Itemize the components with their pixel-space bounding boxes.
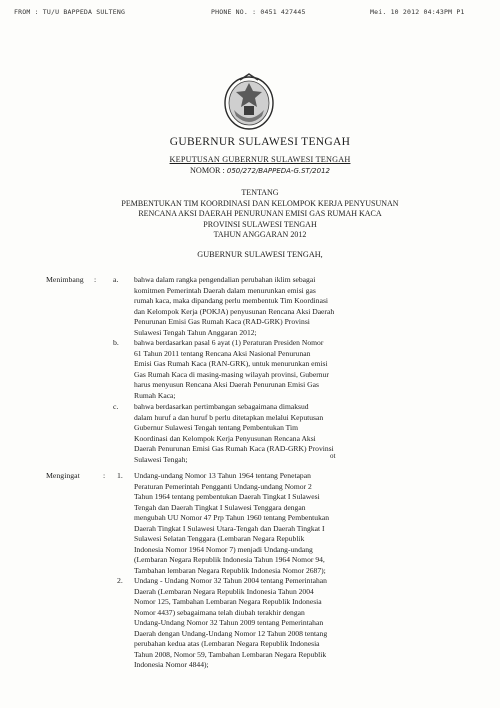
mengingat-label: Mengingat bbox=[46, 471, 80, 480]
fax-phone-number: PHONE NO. : 0451 427445 bbox=[211, 8, 306, 16]
text-line: Nomor 125, Tambahan Lembaran Negara Republik Indonesia bbox=[134, 597, 322, 606]
menimbang-colon: : bbox=[94, 275, 97, 284]
menimbang-item-c bbox=[134, 402, 416, 465]
text-line: rumah kaca, maka dipandang perlu membentuk Tim Koordinasi bbox=[134, 296, 329, 305]
tentang-heading: TENTANG bbox=[241, 188, 279, 197]
text-line: Undang-undang Nomor 13 Tahun 1964 tentang Penetapan bbox=[134, 471, 311, 480]
mengingat-item-1 bbox=[134, 471, 416, 576]
text-line: 61 Tahun 2011 tentang Rencana Aksi Nasional Penurunan bbox=[134, 348, 311, 358]
text-line: Indonesia Nomor 4844); bbox=[134, 660, 209, 669]
fax-sender: FROM : TU/U BAPPEDA SULTENG bbox=[14, 8, 126, 16]
text-line: Sulawesi Tengah Tahun Anggaran 2012; bbox=[134, 327, 257, 337]
menimbang-item-letter: a. bbox=[113, 275, 119, 284]
text-line: Daerah Tingkat I Sulawesi Utara-Tengah dan Daerah Tingkat I bbox=[134, 523, 325, 533]
mengingat-item-2 bbox=[134, 576, 416, 671]
text-line: Koordinasi dan Kelompok Kerja Penyusunan Rencana Aksi bbox=[134, 433, 316, 443]
text-line: dan Kelompok Kerja (POKJA) penyusunan Rencana Aksi Daerah bbox=[134, 306, 335, 316]
menimbang-item-b bbox=[134, 338, 416, 401]
text-line: Nomor 4437) sebagaimana telah diubah terakhir dengan bbox=[134, 607, 305, 617]
subject-line: TAHUN ANGGARAN 2012 bbox=[213, 229, 307, 239]
text-line: bahwa berdasarkan pertimbangan sebagaimana dimaksud bbox=[134, 402, 309, 411]
decree-subject bbox=[60, 199, 460, 240]
menimbang-item-a bbox=[134, 275, 416, 338]
governor-heading: GUBERNUR SULAWESI TENGAH bbox=[169, 136, 351, 148]
decree-title: KEPUTUSAN GUBERNUR SULAWESI TENGAH bbox=[169, 155, 351, 164]
fax-header bbox=[0, 6, 500, 20]
mengingat-item-number: 2. bbox=[117, 576, 123, 585]
text-line: bahwa dalam rangka pengendalian perubahan iklim sebagai bbox=[134, 275, 316, 284]
text-line: Peraturan Pemerintah Pengganti Undang-undang Nomor 2 bbox=[134, 481, 312, 491]
mengingat-item-number: 1. bbox=[117, 471, 123, 480]
text-line: Tengah dan Daerah Tingkat I Sulawesi Tenggara dengan bbox=[134, 502, 306, 512]
text-line: Penurunan Emisi Gas Rumah Kaca (RAD-GRK) Provinsi bbox=[134, 317, 310, 326]
text-line: Sulawesi Tengah; bbox=[134, 454, 188, 464]
text-line: Gas Rumah Kaca di masing-masing wilayah provinsi, Gubernur bbox=[134, 369, 329, 379]
subject-line: RENCANA AKSI DAERAH PENURUNAN EMISI GAS RUMAH KACA bbox=[138, 209, 382, 219]
text-line: Daerah (Lembaran Negara Republik Indonesia Tahun 2004 bbox=[134, 586, 314, 596]
text-line: harus menyusun Rencana Aksi Daerah Penurunan Emisi Gas bbox=[134, 380, 319, 389]
text-line: Tahun 2008, Nomor 59, Tambahan Lembaran Negara Republik bbox=[134, 649, 327, 659]
text-line: Tambahan lembaran Negara Republik Indonesia Nomor 2687); bbox=[134, 565, 326, 575]
menimbang-item-letter: c. bbox=[113, 402, 119, 411]
menimbang-label: Menimbang bbox=[46, 275, 84, 284]
text-line: Undang-Undang Nomor 32 Tahun 2009 tentang Pemerintahan bbox=[134, 618, 324, 627]
margin-mark: ot bbox=[330, 452, 336, 460]
text-line: komitmen Pemerintah Daerah dalam menurunkan emisi gas bbox=[134, 285, 316, 295]
fax-timestamp: Mei. 10 2012 04:43PM P1 bbox=[370, 8, 465, 16]
text-line: mengubah UU Nomor 47 Prp Tahun 1960 tentang Pembentukan bbox=[134, 513, 330, 522]
text-line: Tahun 1964 tentang pembentukan Daerah Tingkat I Sulawesi bbox=[134, 492, 320, 501]
decree-number bbox=[60, 166, 460, 175]
text-line: Sulawesi Selatan Tenggara (Lembaran Negara Republik bbox=[134, 534, 305, 543]
text-line: Gubernur Sulawesi Tengah tentang Pembentukan Tim bbox=[134, 423, 299, 432]
subject-line: PEMBENTUKAN TIM KOORDINASI DAN KELOMPOK KERJA PENYUSUNAN bbox=[121, 199, 399, 208]
decree-number-prefix: NOMOR : bbox=[190, 166, 225, 175]
text-line: perubahan kedua atas (Lembaran Negara Republik Indonesia bbox=[134, 639, 320, 648]
text-line: (Lembaran Negara Republik Indonesia Tahun 1964 Nomor 94, bbox=[134, 555, 325, 564]
text-line: Daerah dengan Undang-Undang Nomor 12 Tahun 2008 tentang bbox=[134, 628, 328, 638]
text-line: Emisi Gas Rumah Kaca (RAN-GRK), untuk menurunkan emisi bbox=[134, 359, 328, 368]
mengingat-colon: : bbox=[103, 471, 106, 480]
text-line: Indonesia Nomor 1964 Nomor 7) menjadi Undang-undang bbox=[134, 544, 313, 554]
provincial-seal-emblem bbox=[218, 70, 280, 132]
decree-number-handwritten: 050/272/BAPPEDA-G.ST/2012 bbox=[226, 167, 330, 175]
text-line: dalam huruf a dan huruf b perlu ditetapkan melalui Keputusan bbox=[134, 412, 324, 422]
governor-line: GUBERNUR SULAWESI TENGAH, bbox=[197, 250, 323, 259]
text-line: Rumah Kaca; bbox=[134, 390, 176, 400]
text-line: Undang - Undang Nomor 32 Tahun 2004 tentang Pemerintahan bbox=[134, 576, 327, 585]
menimbang-item-letter: b. bbox=[113, 338, 119, 347]
subject-line: PROVINSI SULAWESI TENGAH bbox=[203, 219, 317, 229]
text-line: bahwa berdasarkan pasal 6 ayat (1) Peraturan Presiden Nomor bbox=[134, 338, 324, 347]
text-line: Daerah Penurunan Emisi Gas Rumah Kaca (RAD-GRK) Provinsi bbox=[134, 444, 334, 453]
